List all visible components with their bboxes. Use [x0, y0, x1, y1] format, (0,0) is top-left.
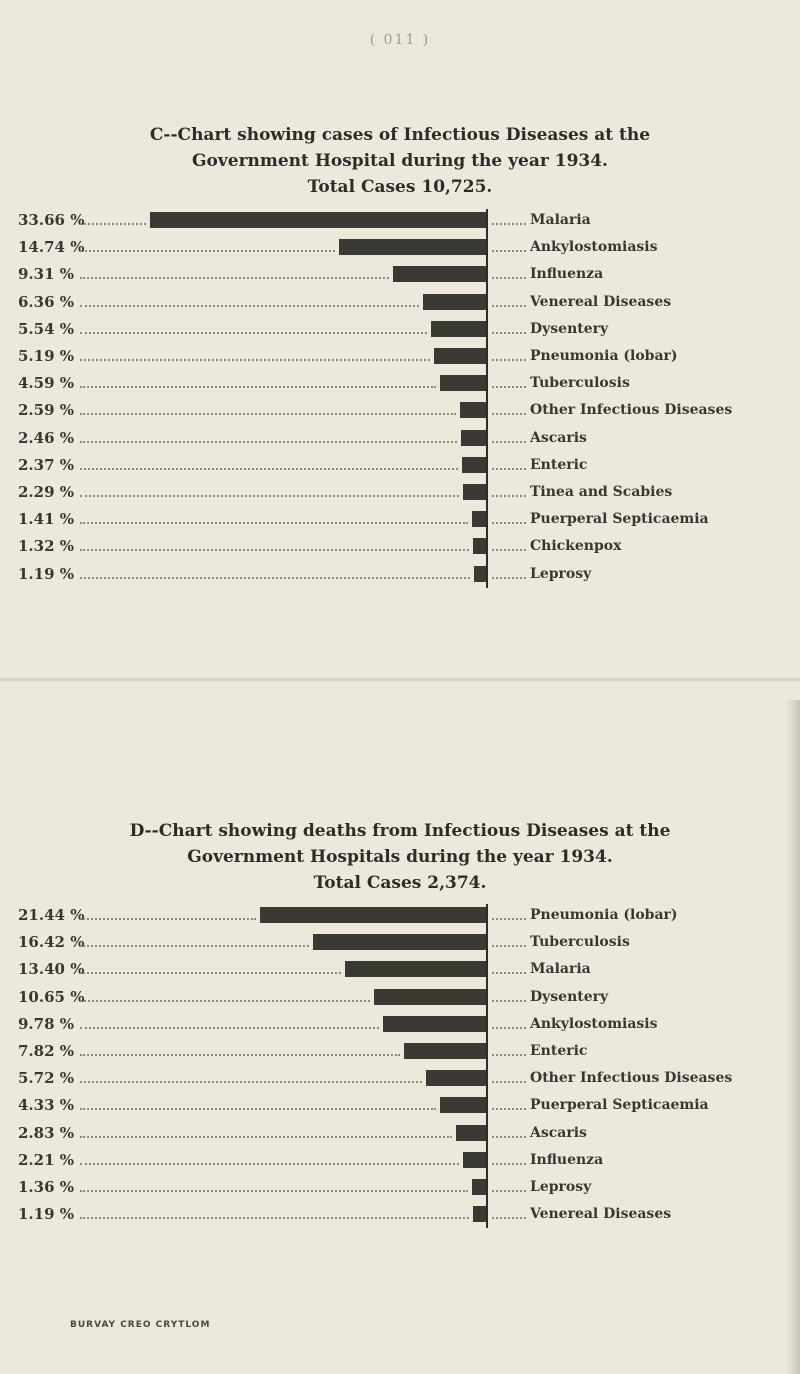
leader-dots-right [492, 332, 526, 334]
bar [463, 484, 486, 500]
value-label: 14.74 % [18, 238, 85, 257]
leader-dots-left [80, 359, 430, 361]
leader-dots-left [80, 223, 146, 225]
chart-d-row [0, 984, 800, 1011]
value-label: 5.54 % [18, 319, 75, 338]
leader-dots-right [492, 386, 526, 388]
chart-c-row [0, 234, 800, 261]
leader-dots-right [492, 522, 526, 524]
category-label: Pneumonia (lobar) [530, 348, 678, 364]
category-label: Pneumonia (lobar) [530, 907, 678, 923]
category-label: Influenza [530, 266, 604, 283]
bar [404, 1043, 486, 1059]
leader-dots-left [80, 413, 456, 415]
leader-dots-left [80, 1000, 370, 1002]
leader-dots-right [492, 1136, 526, 1138]
chart-c-row [0, 316, 800, 343]
chart-c-row [0, 370, 800, 397]
chart-c-row [0, 343, 800, 370]
bar [313, 934, 486, 950]
leader-dots-left [80, 468, 458, 470]
chart-d-row [0, 1065, 800, 1092]
leader-dots-left [80, 1163, 459, 1165]
leader-dots-right [492, 305, 526, 307]
chart-d-row [0, 1174, 800, 1201]
value-label: 1.41 % [18, 510, 75, 529]
leader-dots-left [80, 522, 468, 524]
bar [426, 1070, 486, 1086]
category-label: Tuberculosis [530, 375, 630, 392]
category-label: Puerperal Septicaemia [530, 1097, 709, 1114]
value-label: 2.59 % [18, 401, 75, 420]
category-label: Other Infectious Diseases [530, 402, 733, 419]
page-number: ( 011 ) [369, 32, 431, 48]
chart-d-title-line-3: Total Cases 2,374. [313, 873, 487, 893]
chart-d-row [0, 1038, 800, 1065]
leader-dots-right [492, 359, 526, 361]
bar [431, 321, 486, 337]
leader-dots-right [492, 441, 526, 443]
bar [472, 511, 486, 527]
value-label: 4.33 % [18, 1096, 75, 1115]
leader-dots-right [492, 1163, 526, 1165]
category-label: Ankylostomiasis [530, 239, 658, 256]
chart-c-row [0, 479, 800, 506]
bar [339, 239, 486, 255]
value-label: 9.78 % [18, 1014, 75, 1033]
chart-c-row [0, 452, 800, 479]
category-label: Ankylostomiasis [530, 1015, 658, 1032]
category-label: Tuberculosis [530, 934, 630, 951]
leader-dots-right [492, 468, 526, 470]
bar [463, 1152, 486, 1168]
axis-line [486, 209, 488, 588]
leader-dots-left [80, 945, 309, 947]
chart-c-title-line-3: Total Cases 10,725. [307, 177, 493, 197]
category-label: Dysentery [530, 320, 609, 337]
chart-d-row [0, 1092, 800, 1119]
category-label: Puerperal Septicaemia [530, 511, 709, 528]
chart-c-row [0, 533, 800, 560]
chart-d-title-line-2: Government Hospitals during the year 1934. [187, 847, 613, 867]
bar [383, 1016, 486, 1032]
chart-c-title-line-1: C--Chart showing cases of Infectious Diseases at the [149, 125, 651, 145]
leader-dots-right [492, 413, 526, 415]
leader-dots-left [80, 441, 457, 443]
bar [472, 1179, 486, 1195]
leader-dots-right [492, 1108, 526, 1110]
leader-dots-left [80, 918, 256, 920]
chart-c-row [0, 506, 800, 533]
value-label: 5.19 % [18, 347, 75, 365]
value-label: 33.66 % [18, 211, 85, 229]
category-label: Malaria [530, 212, 591, 228]
leader-dots-right [492, 577, 526, 579]
leader-dots-left [80, 1190, 468, 1192]
bar [345, 961, 486, 977]
leader-dots-left [80, 305, 419, 307]
bar [440, 375, 486, 391]
value-label: 2.46 % [18, 428, 75, 447]
bar [440, 1097, 486, 1113]
leader-dots-left [80, 386, 436, 388]
chart-c-row [0, 289, 800, 316]
chart-c-row [0, 207, 800, 234]
bar [260, 907, 486, 923]
bar [374, 989, 486, 1005]
leader-dots-right [492, 945, 526, 947]
bar [474, 566, 486, 582]
value-label: 2.29 % [18, 483, 75, 501]
chart-d-title-line-1: D--Chart showing deaths from Infectious Diseases at the [129, 821, 671, 841]
chart-d-row [0, 1147, 800, 1174]
value-label: 2.37 % [18, 455, 75, 474]
category-label: Venereal Diseases [530, 293, 672, 310]
leader-dots-right [492, 549, 526, 551]
category-label: Ascaris [530, 429, 587, 446]
chart-d-row [0, 1201, 800, 1228]
bar [473, 1206, 486, 1222]
category-label: Dysentery [530, 988, 609, 1005]
leader-dots-right [492, 1081, 526, 1083]
axis-line [486, 904, 488, 1228]
chart-c-row [0, 425, 800, 452]
value-label: 1.19 % [18, 564, 75, 583]
category-label: Malaria [530, 961, 591, 978]
leader-dots-left [80, 495, 459, 497]
footer-stamp: BURVAY CREO CRYTLOM [70, 1320, 211, 1330]
leader-dots-left [80, 1081, 422, 1083]
page-edge-shadow [786, 700, 800, 1374]
bar [473, 538, 486, 554]
category-label: Leprosy [530, 1179, 592, 1195]
bar [456, 1125, 486, 1141]
leader-dots-left [80, 332, 427, 334]
leader-dots-right [492, 1000, 526, 1002]
bar [434, 348, 486, 364]
category-label: Other Infectious Diseases [530, 1070, 733, 1087]
value-label: 10.65 % [18, 987, 85, 1006]
leader-dots-left [80, 549, 469, 551]
value-label: 4.59 % [18, 374, 75, 393]
leader-dots-right [492, 972, 526, 974]
chart-d-row [0, 929, 800, 956]
leader-dots-right [492, 223, 526, 225]
value-label: 2.83 % [18, 1123, 75, 1142]
leader-dots-right [492, 250, 526, 252]
value-label: 1.36 % [18, 1178, 75, 1196]
divider [0, 678, 800, 681]
bar [462, 457, 486, 473]
category-label: Ascaris [530, 1124, 587, 1141]
bar [461, 430, 486, 446]
value-label: 2.21 % [18, 1150, 75, 1169]
bar [150, 212, 486, 228]
leader-dots-left [80, 277, 389, 279]
leader-dots-right [492, 1190, 526, 1192]
bar [393, 266, 486, 282]
value-label: 6.36 % [18, 292, 75, 311]
value-label: 13.40 % [18, 960, 85, 979]
leader-dots-right [492, 1027, 526, 1029]
category-label: Tinea and Scabies [530, 484, 673, 500]
value-label: 1.19 % [18, 1205, 75, 1224]
leader-dots-right [492, 918, 526, 920]
leader-dots-left [80, 972, 341, 974]
value-label: 21.44 % [18, 906, 85, 924]
chart-c-row [0, 261, 800, 288]
value-label: 7.82 % [18, 1042, 75, 1060]
category-label: Enteric [530, 456, 588, 473]
chart-d-row [0, 956, 800, 983]
value-label: 5.72 % [18, 1069, 75, 1088]
leader-dots-left [80, 577, 470, 579]
category-label: Chickenpox [530, 538, 622, 555]
leader-dots-right [492, 1217, 526, 1219]
leader-dots-left [80, 250, 335, 252]
chart-c-title-line-2: Government Hospital during the year 1934. [192, 151, 608, 171]
value-label: 16.42 % [18, 933, 85, 952]
leader-dots-left [80, 1136, 452, 1138]
chart-d-row [0, 1011, 800, 1038]
chart-d-row [0, 902, 800, 929]
leader-dots-left [80, 1108, 436, 1110]
chart-c-row [0, 397, 800, 424]
category-label: Leprosy [530, 565, 592, 582]
category-label: Venereal Diseases [530, 1206, 672, 1223]
leader-dots-right [492, 1054, 526, 1056]
leader-dots-left [80, 1217, 469, 1219]
bar [460, 402, 486, 418]
value-label: 9.31 % [18, 265, 75, 284]
category-label: Influenza [530, 1151, 604, 1168]
bar [423, 294, 486, 310]
leader-dots-right [492, 277, 526, 279]
leader-dots-left [80, 1027, 379, 1029]
leader-dots-left [80, 1054, 400, 1056]
chart-d-row [0, 1120, 800, 1147]
category-label: Enteric [530, 1043, 588, 1059]
leader-dots-right [492, 495, 526, 497]
value-label: 1.32 % [18, 537, 75, 556]
chart-c-row [0, 561, 800, 588]
